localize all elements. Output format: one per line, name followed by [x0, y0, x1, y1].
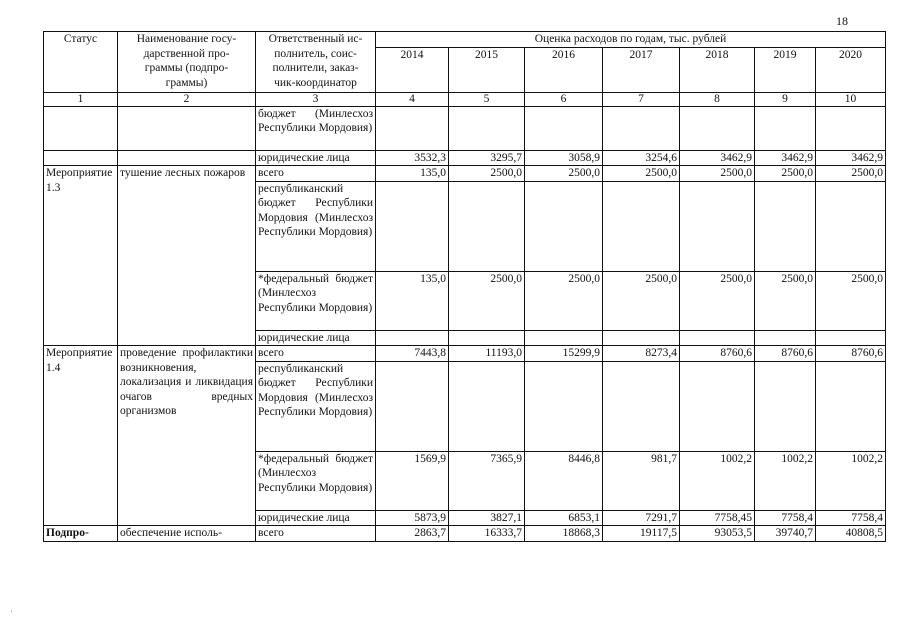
value-cell: 2500,0	[449, 166, 525, 182]
column-number: 6	[525, 92, 603, 106]
executor-cell: всего	[256, 526, 376, 542]
value-cell: 40808,5	[816, 526, 886, 542]
value-cell: 135,0	[376, 166, 449, 182]
header-year: 2020	[816, 47, 886, 92]
value-cell: 1002,2	[816, 451, 886, 510]
value-cell: 2500,0	[525, 271, 603, 330]
value-cell: 3295,7	[449, 150, 525, 166]
value-cell: 135,0	[376, 271, 449, 330]
executor-cell: республиканский бюджет Республики Мордовия (Минлесхоз Республики Мордовия)	[256, 181, 376, 271]
value-cell: 2500,0	[449, 271, 525, 330]
column-number: 3	[256, 92, 376, 106]
header-costs: Оценка расходов по годам, тыс. рублей	[376, 32, 886, 48]
column-number: 8	[680, 92, 755, 106]
value-cell: 8446,8	[525, 451, 603, 510]
value-cell: 7758,45	[680, 510, 755, 526]
column-number: 2	[118, 92, 256, 106]
column-number: 7	[603, 92, 680, 106]
executor-cell: республиканский бюджет Республики Мордовия (Минлесхоз Республики Мордовия)	[256, 361, 376, 451]
table-row	[44, 106, 886, 150]
column-number: 5	[449, 92, 525, 106]
value-cell: 1002,2	[680, 451, 755, 510]
header-year: 2014	[376, 47, 449, 92]
value-cell: 3058,9	[525, 150, 603, 166]
executor-cell: всего	[256, 346, 376, 362]
column-number: 10	[816, 92, 886, 106]
table-row	[44, 166, 886, 182]
value-cell: 18868,3	[525, 526, 603, 542]
header-status: Статус	[44, 32, 118, 93]
value-cell: 6853,1	[525, 510, 603, 526]
header-executor: Ответственный ис- полнитель, соис- полнители, заказ- чик-координатор	[256, 32, 376, 93]
page-number: 18	[836, 14, 848, 28]
value-cell: 8273,4	[603, 346, 680, 362]
value-cell: 3532,3	[376, 150, 449, 166]
value-cell: 2500,0	[816, 166, 886, 182]
value-cell: 3827,1	[449, 510, 525, 526]
value-cell: 2500,0	[680, 271, 755, 330]
value-cell: 2500,0	[816, 271, 886, 330]
value-cell: 93053,5	[680, 526, 755, 542]
value-cell: 981,7	[603, 451, 680, 510]
value-cell: 3462,9	[755, 150, 816, 166]
value-cell: 39740,7	[755, 526, 816, 542]
program-name-cell: проведение профилактики возникновения, локализация и ликвидация очагов вредных организмов	[118, 346, 256, 526]
column-number: 4	[376, 92, 449, 106]
expenditure-table	[43, 31, 886, 542]
executor-cell: юридические лица	[256, 150, 376, 166]
value-cell: 7443,8	[376, 346, 449, 362]
value-cell: 3254,6	[603, 150, 680, 166]
value-cell: 2500,0	[755, 271, 816, 330]
value-cell: 2863,7	[376, 526, 449, 542]
table-row	[44, 526, 886, 542]
value-cell: 3462,9	[680, 150, 755, 166]
value-cell: 8760,6	[816, 346, 886, 362]
value-cell: 7291,7	[603, 510, 680, 526]
value-cell: 16333,7	[449, 526, 525, 542]
value-cell: 11193,0	[449, 346, 525, 362]
program-name-cell: обеспечение исполь-	[118, 526, 256, 542]
status-cell: Мероприятие 1.3	[44, 166, 118, 346]
executor-cell: *федеральный бюджет (Минлесхоз Республики Мордовия)	[256, 271, 376, 330]
header-year: 2016	[525, 47, 603, 92]
value-cell: 2500,0	[603, 166, 680, 182]
table-row	[44, 346, 886, 362]
value-cell: 7365,9	[449, 451, 525, 510]
value-cell: 2500,0	[755, 166, 816, 182]
header-program-name: Наименование госу- дарственной про- граммы (подпро- граммы)	[118, 32, 256, 93]
value-cell: 1002,2	[755, 451, 816, 510]
executor-cell: всего	[256, 166, 376, 182]
value-cell: 5873,9	[376, 510, 449, 526]
header-year: 2019	[755, 47, 816, 92]
value-cell: 7758,4	[755, 510, 816, 526]
value-cell: 2500,0	[603, 271, 680, 330]
executor-cell: юридические лица	[256, 330, 376, 346]
column-number: 1	[44, 92, 118, 106]
value-cell: 15299,9	[525, 346, 603, 362]
executor-cell: *федеральный бюджет (Минлесхоз Республики Мордовия)	[256, 451, 376, 510]
status-cell: Подпро-	[44, 526, 118, 542]
executor-cell: юридические лица	[256, 510, 376, 526]
value-cell: 2500,0	[680, 166, 755, 182]
column-number-row	[44, 92, 886, 106]
value-cell: 2500,0	[525, 166, 603, 182]
value-cell: 19117,5	[603, 526, 680, 542]
value-cell: 7758,4	[816, 510, 886, 526]
status-cell: Мероприятие 1.4	[44, 346, 118, 526]
value-cell: 3462,9	[816, 150, 886, 166]
value-cell: 8760,6	[680, 346, 755, 362]
program-name-cell: тушение лесных пожаров	[118, 166, 256, 346]
executor-cell: бюджет (Минлесхоз Республики Мордовия)	[256, 106, 376, 150]
scan-speck: ·	[10, 607, 13, 616]
header-year: 2018	[680, 47, 755, 92]
value-cell: 1569,9	[376, 451, 449, 510]
header-year: 2015	[449, 47, 525, 92]
column-number: 9	[755, 92, 816, 106]
table-row	[44, 150, 886, 166]
header-year: 2017	[603, 47, 680, 92]
value-cell: 8760,6	[755, 346, 816, 362]
